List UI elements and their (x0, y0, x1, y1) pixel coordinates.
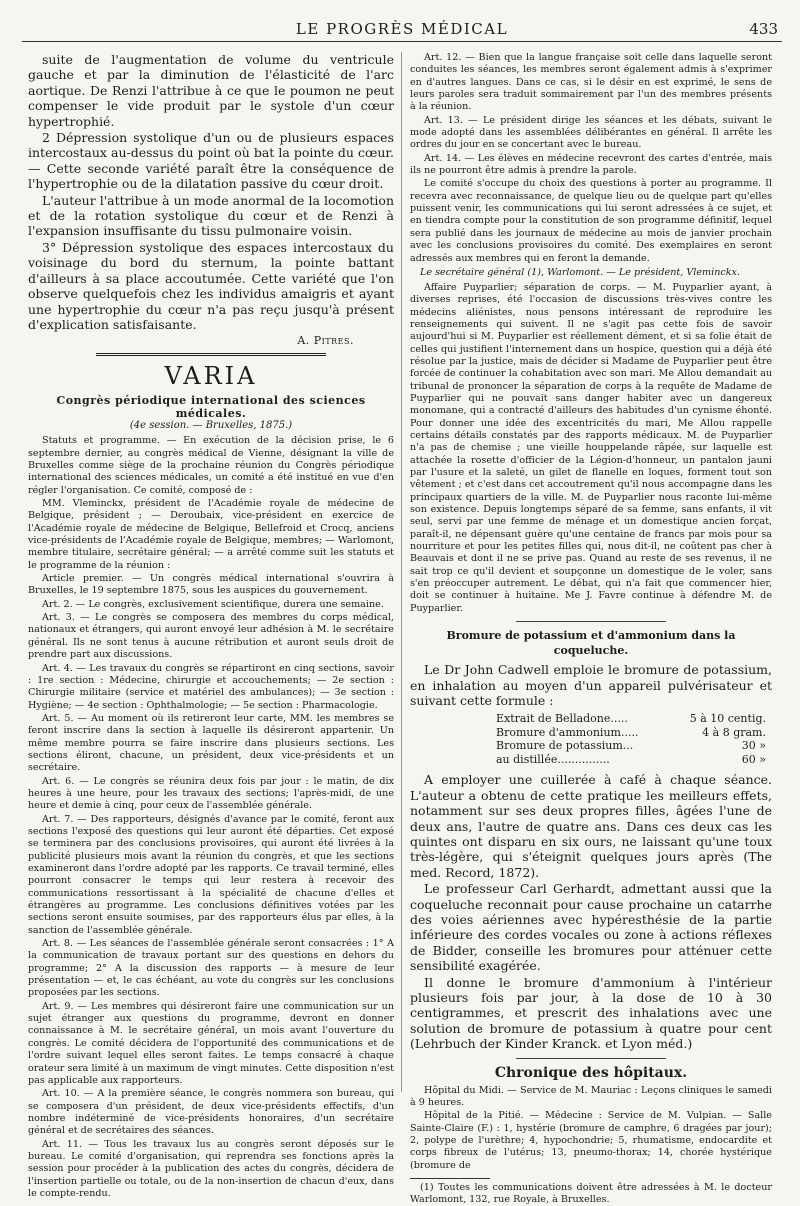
congress-subtitle: (4e session. — Bruxelles, 1875.) (129, 420, 293, 432)
paragraph: Art. 4. — Les travaux du congrès se répartiront en cinq sections, savoir : 1re section : Médecine, chirurgie et accouchements; — 2e section : Chirurgie militaire (service et matériel des ambulances); — 3e section : Hygiène; — 4e section : Ophthalmologie; — 5e section : Pharmacologie. (28, 662, 394, 711)
puyparlier-affair (410, 282, 772, 615)
bromure-article (410, 662, 772, 708)
formula-table (496, 712, 766, 766)
paragraph: L'auteur l'attribue à un mode anormal de la locomotion et de la rotation systolique du cœur et de Renzi à l'expansion insuffisante du tissu pulmonaire voisin. (28, 192, 394, 239)
formula-ingredient: Extrait de Belladone..... (496, 712, 628, 726)
paragraph: Statuts et programme. — En exécution de la décision prise, le 6 septembre dernier, au congrès médical de Vienne, désignant la ville de Bruxelles comme siège de la prochaine réunion du Congrès périodique international des sciences médicales, un comité a été institué en vue d'en régler l'organisation. Ce comité, composé de : (28, 435, 394, 496)
formula-quantity: 4 à 8 gram. (702, 725, 766, 739)
congress-title: Congrès périodique international des sciences médicales. (56, 394, 366, 421)
formula-quantity: 30 » (741, 739, 766, 753)
paragraph: Il donne le bromure d'ammonium à l'intérieur plusieurs fois par jour, à la dose de 10 à 30 centigrammes, et prescrit des inhalations avec une solution de bromure de potassium à quatre pour cent (Lehrbuch der Kinder Kranck. et Lyon méd.) (410, 974, 772, 1052)
paragraph: suite de l'augmentation de volume du ventricule gauche et par la diminution de l'élasticité de l'arc aortique. De Renzi l'attribue à ce que le poumon ne peut compenser le vide produit par le systole d'un cœur hypertrophié. (28, 52, 394, 129)
paragraph: Art. 7. — Des rapporteurs, désignés d'avance par le comité, feront aux sections l'exposé des questions qui leur auront été départies. Cet exposé se terminera par des conclusions provisoires, qui auront été livrées à la publicité plusieurs mois avant la réunion du congrès, et que les sections examineront dans l'ordre adopté par les rapports. Ce travail terminé, elles pourront consacrer le temps qui leur restera à recevoir des communications ressortissant à la spécialité de chacune d'elles et étrangères au programme. Les conclusions définitives votées par les sections seront ensuite soumises, par des rapporteurs élus par elles, à la sanction de l'assemblée générale. (28, 813, 394, 936)
page-header (22, 18, 782, 42)
paragraph: Art. 5. — Au moment où ils retireront leur carte, MM. les membres se feront inscrire dans la section à laquelle ils désireront appartenir. Un même membre pourra se faire inscrire dans plusieurs sections. Les sections éliront, chacune, un président, deux vice-présidents et un secrétaire. (28, 712, 394, 774)
paragraph: Le Dr John Cadwell emploie le bromure de potassium, en inhalation au moyen d'un appareil pulvérisateur et suivant cette formule : (410, 662, 772, 708)
paragraph: Art. 11. — Tous les travaux lus au congrès seront déposés sur le bureau. Le comité d'organisation, qui reprendra ses fonctions après la session pour procéder à la publication des actes du congrès, décidera de l'insertion partielle ou totale, ou de la non-insertion de chacun d'eux, dans le compte-rendu. (28, 1138, 394, 1199)
paragraph: Article premier. — Un congrès médical international s'ouvrira à Bruxelles, le 19 septembre 1875, sous les auspices du gouvernement. (28, 573, 394, 597)
author-signature: A. Pitres. (297, 334, 354, 348)
paragraph: Hôpital de la Pitié. — Médecine : Service de M. Vulpian. — Salle Sainte-Claire (F.) : 1, hystérie (bromure de camphre, 6 dragées par jour); 2, polype de l'urèthre; 4, hypochondrie; 5, rhumatisme, endocardite et corps fibreux de l'utérus; 13, pneumo-thorax; 14, chorée hystérique (bromure de (410, 1110, 772, 1171)
section-rule (516, 621, 666, 622)
paragraph: Art. 3. — Le congrès se composera des membres du corps médical, nationaux et étrangers, qui auront envoyé leur adhésion à M. le secrétaire général. Ils ne sont tenus à aucune rétribution et auront seuls droit de prendre part aux discussions. (28, 612, 394, 661)
paragraph: Art. 2. — Le congrès, exclusivement scientifique, durera une semaine. (42, 598, 384, 610)
formula-ingredient: au distillée............... (496, 752, 610, 766)
formula-ingredient: Bromure d'ammonium..... (496, 725, 639, 739)
page-number: 433 (749, 20, 778, 38)
footnote: (1) Toutes les communications doivent être adressées à M. le docteur Warlomont, 132, rue Royale, à Bruxelles. (410, 1182, 772, 1206)
formula-row (496, 753, 766, 767)
formula-quantity: 60 » (741, 752, 766, 766)
left-column (28, 52, 394, 1199)
paragraph: Le comité s'occupe du choix des questions à porter au programme. Il recevra avec reconnaissance, de quelque lieu ou de quelque part qu'elles puissent venir, les communications qui lui seront adressées à ce sujet, et en tiendra compte pour la constitution de son programme définitif, lequel sera publié dans les journaux de médecine au mois de janvier prochain avec les conclusions provisoires du comité. Des exemplaires en seront adressés aux membres qui en feront la demande. (410, 178, 772, 264)
varia-heading: VARIA (164, 362, 258, 391)
formula-ingredient: Bromure de potassium... (496, 739, 634, 753)
paragraph: Art. 6. — Le congrès se réunira deux fois par jour : le matin, de dix heures à une heure, pour les travaux des sections; l'après-midi, de une heure et demie à cinq, pour ceux de l'assemblée générale. (28, 775, 394, 812)
chronique-body (410, 1085, 772, 1172)
paragraph: Le professeur Carl Gerhardt, admettant aussi que la coqueluche reconnait pour cause prochaine un catarrhe des voies aériennes avec hypéresthésie de la partie inférieure des cordes vocales ou zone à actions réflexes de Bidder, conseille les bromures pour atténuer cette sensibilité exagérée. (410, 881, 772, 974)
formula-quantity: 5 à 10 centig. (689, 712, 766, 726)
paragraph: A employer une cuillerée à café à chaque séance. L'auteur a obtenu de cette pratique les meilleurs effets, notamment sur ses deux propres filles, âgées l'une de deux ans, l'autre de quatre ans. Dans ces deux cas les quintes ont disparu en six ours, ne laissant qu'une toux très-légère, qui s'éteignit quelques jours après (The med. Record, 1872). (410, 772, 772, 880)
chronique-title: Chronique des hôpitaux. (494, 1064, 688, 1081)
journal-title: LE PROGRÈS MÉDICAL (295, 20, 509, 38)
paragraph: Art. 8. — Les séances de l'assemblée générale seront consacrées : 1° A la communication de travaux portant sur des questions en dehors du programme; 2° A la discussion des rapports — à mesure de leur présentation — et, le cas échéant, au vote du congrès sur les conclusions proposées par les sections. (28, 938, 394, 999)
formula-row (496, 739, 766, 753)
bromure-article-body (410, 772, 772, 1051)
section-rule (516, 1058, 666, 1059)
paragraph: Affaire Puyparlier; séparation de corps. — M. Puyparlier ayant, à diverses reprises, été l'occasion de discussions très-vives contre les médecins aliénistes, nous pensons intéressant de reproduire les renseignements qui suivent. Il ne s'agit pas cette fois de savoir aujourd'hui si M. Puyparlier est réellement dément, et si sa folie était de celles qui justifient l'internement dans un hospice, question qui a déjà été résolue par la justice, mais de décider si Madame de Puyparlier peut être forcée de continuer la cohabitation avec son mari. Me Allou demandait au tribunal de prononcer la séparation de corps à la requête de Madame de Puyparlier qui ne pouvait sans danger habiter avec un dangereux monomane, qui a contracté d'ailleurs des habitudes d'un cynisme éhonté. Pour donner une idée des excentricités du mari, Me Allou rappelle certains détails constatés par des rapports médicaux. M. de Puyparlier n'a pas de chemise ; une vieille houppelande râpée, sur laquelle est attachée la rosette d'officier de la Légion-d'honneur, un pantalon jauni par l'usure et la saleté, un gilet de flanelle en loques, forment tout son vêtement ; et c'est dans cet accoutrement qu'il nous accompagne dans les principaux quartiers de la ville. M. de Puyparlier nous raconte lui-même son existence. Depuis longtemps séparé de sa femme, sans enfants, il vit seul, servi par une femme de ménage et un domestique ancien forçat, paraît-il, ne dépensant guère qu'une centaine de francs par mois pour sa nourriture et pour les petites filles qui, nous dit-il, ne coûtent pas cher à Beauvais et dont il ne se prive pas. Quand au reste de ses revenus, il ne sait trop ce qu'il devient et soupçonne un domestique de le voler, sans s'en préoccuper autrement. Le débat, qui n'a fait que commencer hier, doit se continuer à huitaine. Me J. Favre continue à défendre M. de Puyparlier. (410, 281, 772, 614)
section-rule (96, 353, 326, 356)
paragraph: Art. 14. — Les élèves en médecine recevront des cartes d'entrée, mais ils ne pourront être admis à prendre la parole. (410, 152, 772, 177)
paragraph: Art. 10. — A la première séance, le congrès nommera son bureau, qui se composera d'un président, de deux vice-présidents effectifs, d'un nombre indéterminé de vice-présidents honoraires, d'un secrétaire général et de secrétaires des séances. (28, 1088, 394, 1137)
paragraph: Art. 13. — Le président dirige les séances et les débats, suivant le mode adopté dans les assemblées délibérantes en général. Il arrête les ordres du jour en se concertant avec le bureau. (410, 114, 772, 151)
paragraph: Hôpital du Midi. — Service de M. Mauriac : Leçons cliniques le samedi à 9 heures. (410, 1084, 772, 1108)
congress-articles-continued (410, 52, 772, 265)
paragraph: MM. Vleminckx, président de l'Académie royale de médecine de Belgique, président ; — Deroubaix, vice-président en exercice de l'Académie royale de médecine de Belgique, Bellefroid et Crocq, anciens vice-présidents de l'Académie royale de Belgique, membres; — Warlomont, membre titulaire, secrétaire général; — a arrêté comme suit les statuts et le programme de la réunion : (28, 498, 394, 571)
paragraph: 3° Dépression systolique des espaces intercostaux du voisinage du bord du sternum, la pointe battant d'ailleurs à sa place accoutumée. Cette variété que l'on observe quelquefois chez les individus amaigris et ayant une hypertrophie du cœur n'a pas reçu jusqu'à présent d'explication satisfaisante. (28, 239, 394, 332)
paragraph: Art. 9. — Les membres qui désireront faire une communication sur un sujet étranger aux questions du programme, devront en donner connaissance à M. le secrétaire général, un mois avant l'ouverture du congrès. Le comité décidera de l'opportunité des communications et de l'ordre suivant lequel elles seront faites. Le temps consacré à chaque orateur sera limité à un maximum de vingt minutes. Cette disposition n'est pas applicable aux rapporteurs. (28, 1000, 394, 1086)
formula-row (496, 712, 766, 726)
committee-signatures: Le secrétaire général (1), Warlomont. — Le président, Vleminckx. (420, 266, 741, 278)
article-continuation (28, 52, 394, 332)
right-column (410, 52, 772, 1206)
paragraph: Art. 12. — Bien que la langue française soit celle dans laquelle seront conduites les séances, les membres seront également admis à s'exprimer en d'autres langues. Dans ce cas, si le désir en est exprimé, le sens de leurs paroles sera traduit sommairement par l'un des membres présents à la réunion. (410, 52, 772, 113)
column-divider (401, 52, 402, 1092)
paragraph: 2 Dépression systolique d'un ou de plusieurs espaces intercostaux au-dessus du point où bat la pointe du cœur. — Cette seconde variété paraît être la conséquence de l'hypertrophie ou de la dilatation passive du cœur droit. (28, 130, 394, 192)
formula-row (496, 726, 766, 740)
footnote-rule (410, 1178, 490, 1179)
bromure-title: Bromure de potassium et d'ammonium dans la coqueluche. (446, 629, 736, 658)
congress-statutes (28, 435, 394, 1200)
